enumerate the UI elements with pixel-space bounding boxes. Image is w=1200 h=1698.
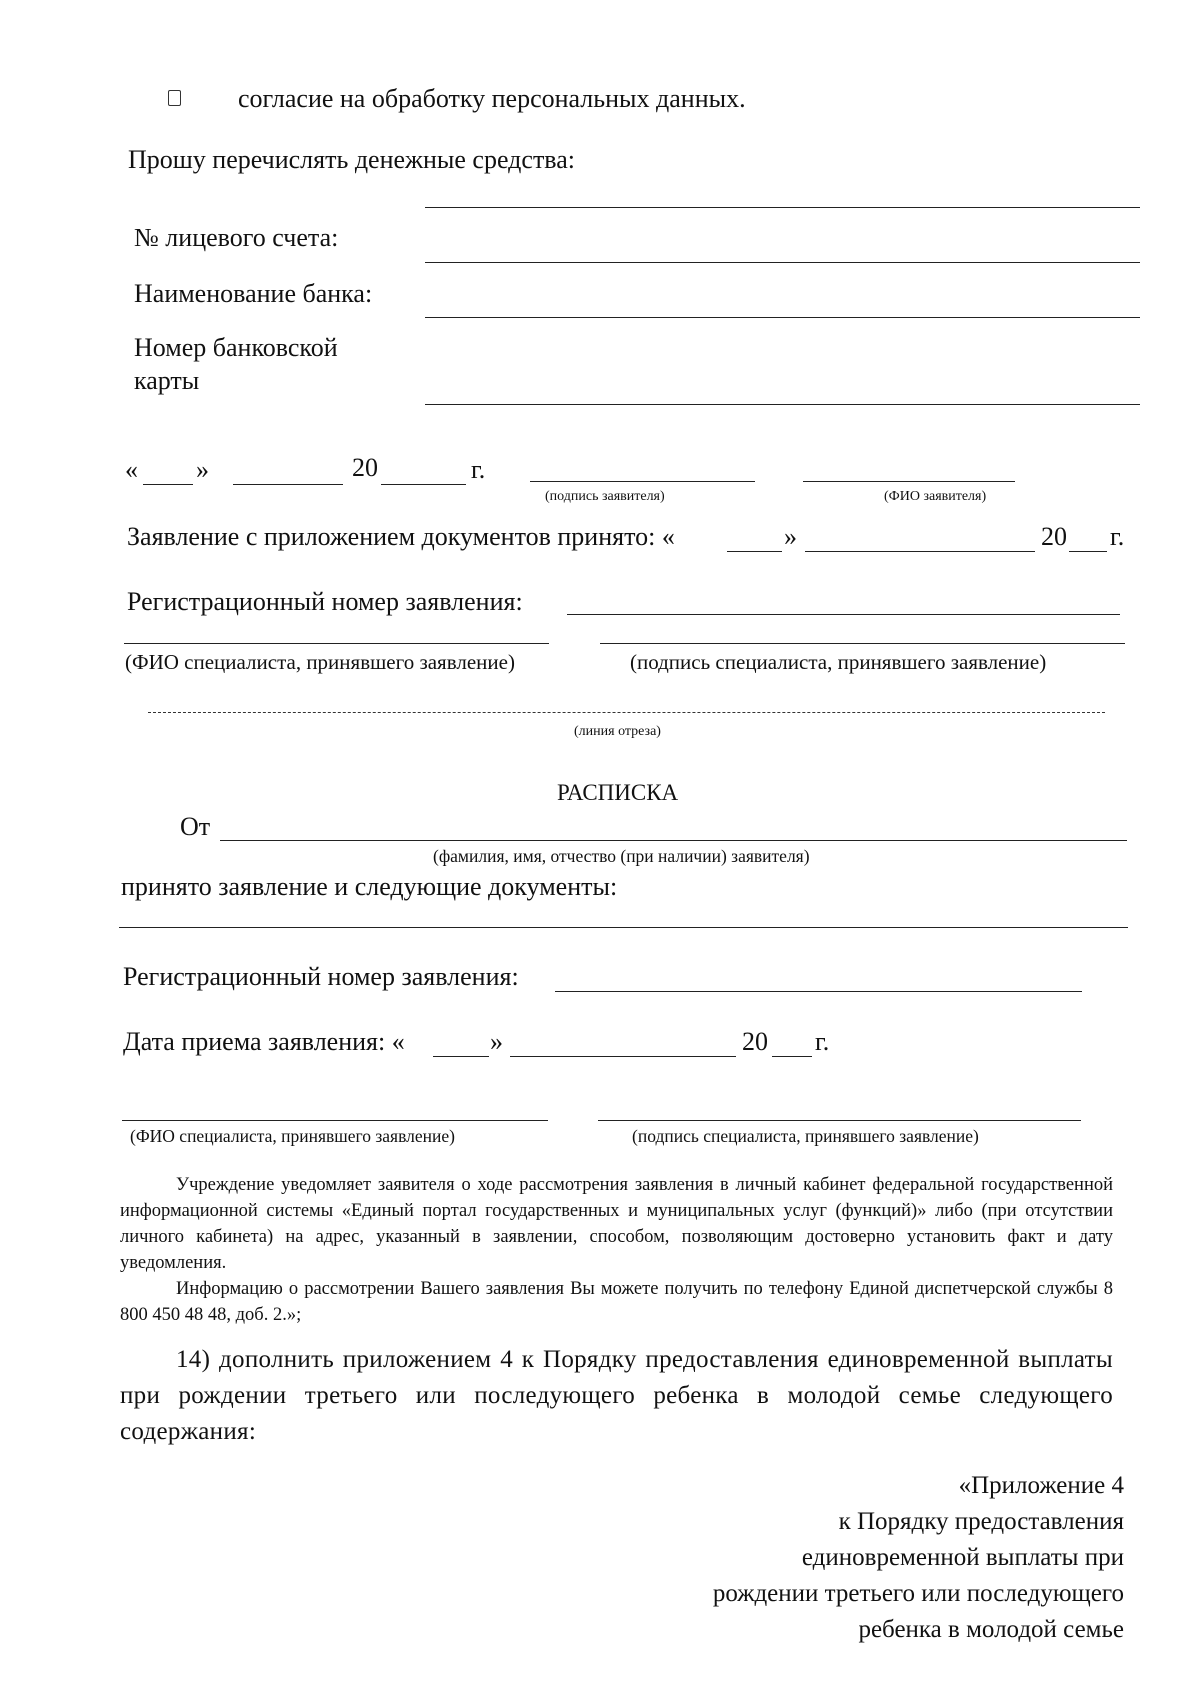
accepted-close-quote: »	[784, 522, 797, 551]
receipt-registration-label: Регистрационный номер заявления:	[123, 962, 519, 991]
receipt-year-suffix: г.	[815, 1027, 830, 1056]
registration-field[interactable]	[567, 614, 1120, 615]
consent-checkbox[interactable]	[168, 90, 181, 106]
receipt-documents-field[interactable]	[119, 927, 1128, 928]
applicant-year-prefix: 20	[352, 453, 378, 482]
appendix-header	[713, 1468, 1124, 1648]
receipt-year-field[interactable]	[772, 1056, 812, 1057]
receipt-from-caption: (фамилия, имя, отчество (при наличии) заявителя)	[433, 846, 810, 866]
receipt-registration-field[interactable]	[555, 991, 1082, 992]
applicant-date-close-quote: »	[196, 455, 209, 484]
receipt-month-field[interactable]	[510, 1056, 736, 1057]
receipt-day-field[interactable]	[433, 1056, 489, 1057]
cut-line	[148, 712, 1105, 713]
account-label: № лицевого счета:	[134, 223, 339, 252]
receipt-specialist-signature-field[interactable]	[598, 1120, 1081, 1121]
accepted-label: Заявление с приложением документов принято: «	[127, 522, 675, 551]
applicant-name-caption: (ФИО заявителя)	[884, 489, 987, 504]
cut-line-caption: (линия отреза)	[574, 724, 661, 739]
applicant-month-field[interactable]	[233, 484, 343, 485]
specialist-signature-field[interactable]	[600, 643, 1125, 644]
specialist-name-caption: (ФИО специалиста, принявшего заявление)	[125, 650, 515, 674]
receipt-year-prefix: 20	[742, 1027, 768, 1056]
appendix-line-2: к Порядку предоставления	[838, 1508, 1124, 1535]
accepted-year-prefix: 20	[1041, 522, 1067, 551]
card-label-line2: карты	[134, 366, 200, 395]
receipt-date-close-quote: »	[490, 1027, 503, 1056]
field-line-top	[425, 207, 1140, 208]
appendix-line-3: единовременной выплаты при	[801, 1544, 1124, 1571]
receipt-specialist-signature-caption: (подпись специалиста, принявшего заявление)	[632, 1126, 979, 1146]
applicant-signature-caption: (подпись заявителя)	[545, 489, 665, 504]
accepted-month-field[interactable]	[805, 551, 1035, 552]
consent-text: согласие на обработку персональных данных.	[238, 84, 746, 113]
appendix-line-5: ребенка в молодой семье	[858, 1616, 1124, 1643]
accepted-year-suffix: г.	[1110, 522, 1125, 551]
receipt-accepted-label: принято заявление и следующие документы:	[121, 872, 618, 901]
specialist-signature-caption: (подпись специалиста, принявшего заявление)	[630, 650, 1047, 674]
applicant-year-suffix: г.	[471, 455, 486, 484]
receipt-from-field[interactable]	[220, 840, 1127, 841]
notice-paragraph-2: Информацию о рассмотрении Вашего заявления Вы можете получить по телефону Единой диспетчерской службы 8 800 450 48 48, доб. 2.»;	[120, 1279, 1113, 1325]
notice-text	[120, 1172, 1113, 1328]
transfer-heading: Прошу перечислять денежные средства:	[128, 145, 576, 174]
receipt-specialist-name-field[interactable]	[122, 1120, 548, 1121]
registration-label: Регистрационный номер заявления:	[127, 587, 523, 616]
applicant-name-field[interactable]	[803, 481, 1015, 482]
accepted-day-field[interactable]	[727, 551, 782, 552]
amendment-paragraph: 14) дополнить приложением 4 к Порядку предоставления единовременной выплаты при рождении третьего или последующего ребенка в молодой семье следующего содержания:	[120, 1346, 1113, 1445]
receipt-date-label: Дата приема заявления: «	[123, 1027, 405, 1056]
card-field[interactable]	[425, 404, 1140, 405]
applicant-year-field[interactable]	[381, 484, 466, 485]
applicant-signature-field[interactable]	[530, 481, 755, 482]
specialist-name-field[interactable]	[124, 643, 549, 644]
applicant-date-open-quote: «	[125, 455, 138, 484]
bank-label: Наименование банка:	[134, 279, 373, 308]
notice-paragraph-1: Учреждение уведомляет заявителя о ходе рассмотрения заявления в личный кабинет федеральной государственной информационной системы «Единый портал государственных и муниципальных услуг (функций)» либо (при отсутствии личного кабинета) на адрес, указанный в заявлении, способом, позволяющим достоверно установить факт и дату уведомления.	[120, 1175, 1113, 1273]
applicant-day-field[interactable]	[143, 484, 193, 485]
receipt-title: РАСПИСКА	[557, 780, 679, 805]
appendix-line-4: рождении третьего или последующего	[712, 1580, 1124, 1607]
appendix-line-1: «Приложение 4	[958, 1472, 1124, 1499]
receipt-specialist-name-caption: (ФИО специалиста, принявшего заявление)	[130, 1126, 455, 1146]
bank-field[interactable]	[425, 317, 1140, 318]
receipt-from-label: От	[180, 812, 211, 841]
account-field[interactable]	[425, 262, 1140, 263]
accepted-year-field[interactable]	[1069, 551, 1107, 552]
amendment-text	[120, 1342, 1113, 1450]
card-label-line1: Номер банковской	[134, 333, 338, 362]
